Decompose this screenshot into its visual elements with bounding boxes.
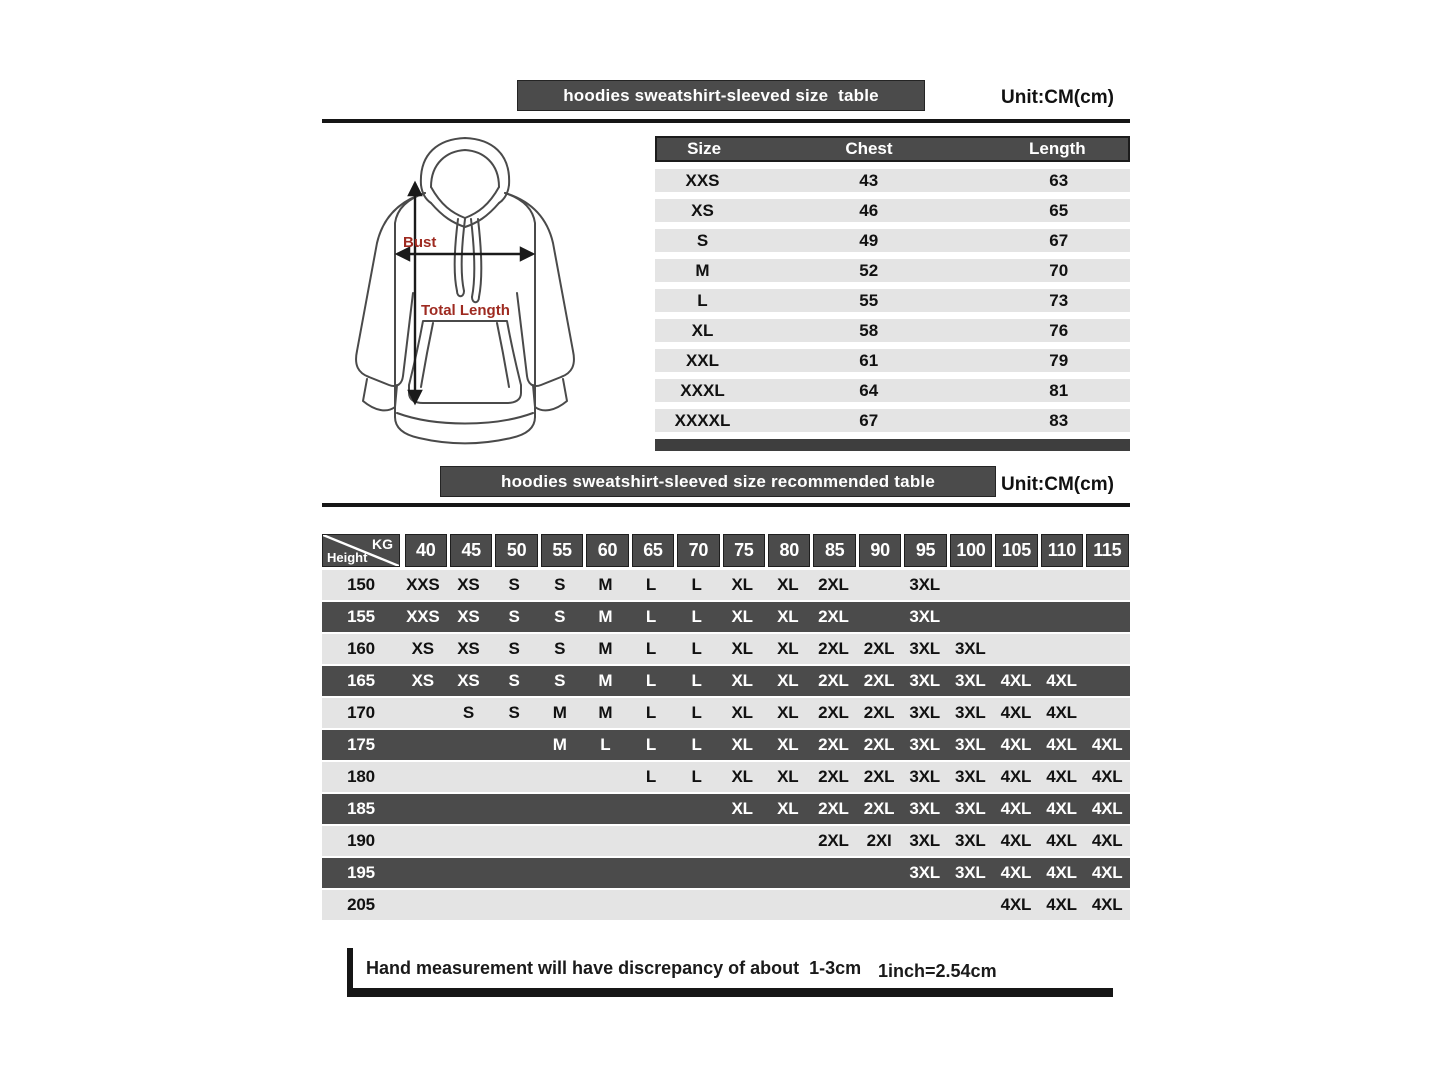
- weight-header: 55: [541, 534, 583, 567]
- matrix-cell: 3XL: [909, 575, 940, 594]
- matrix-cell: 4XL: [1046, 671, 1077, 690]
- matrix-cell: XS: [457, 639, 480, 658]
- matrix-cell: [583, 762, 629, 792]
- bust-label: Bust: [403, 234, 437, 251]
- length-cell: 73: [1049, 290, 1069, 310]
- height-label: 165: [347, 671, 375, 690]
- matrix-cell: [537, 762, 583, 792]
- footer-underline-rule: [347, 988, 1113, 997]
- length-cell: 63: [1049, 170, 1069, 190]
- matrix-cell: S: [554, 575, 566, 594]
- matrix-cell: XL: [731, 575, 753, 594]
- matrix-cell: 4XL: [1000, 671, 1032, 690]
- matrix-cell: [1039, 634, 1085, 664]
- matrix-cell: 2XL: [863, 671, 895, 690]
- matrix-cell: [993, 570, 1039, 600]
- matrix-cell: [674, 858, 720, 888]
- matrix-cell: L: [691, 735, 702, 754]
- matrix-cell: [948, 602, 994, 632]
- matrix-cell: [400, 730, 446, 760]
- matrix-cell: L: [645, 767, 657, 786]
- matrix-cell: XL: [731, 735, 753, 754]
- measurement-note: Hand measurement will have discrepancy of about 1-3cm: [366, 958, 862, 978]
- matrix-cell: L: [645, 639, 657, 658]
- size-cell: XS: [691, 200, 714, 220]
- height-label: 170: [347, 703, 375, 722]
- matrix-cell: 2XL: [818, 767, 849, 786]
- matrix-cell: [719, 890, 765, 920]
- hood-outline: [421, 138, 509, 227]
- matrix-cell: M: [552, 703, 567, 722]
- matrix-cell: L: [645, 607, 657, 626]
- matrix-cell: 3XL: [909, 767, 940, 786]
- matrix-cell: XL: [777, 735, 799, 754]
- matrix-cell: 4XL: [1091, 863, 1123, 882]
- matrix-cell: L: [645, 703, 657, 722]
- table-row: [655, 289, 1130, 312]
- matrix-cell: XL: [777, 671, 799, 690]
- divider-line: [322, 503, 1130, 507]
- chest-cell: 55: [859, 290, 879, 310]
- height-label: 150: [347, 575, 375, 594]
- matrix-cell: 3XL: [955, 799, 986, 818]
- matrix-cell: M: [598, 575, 613, 594]
- matrix-cell: XS: [411, 671, 434, 690]
- weight-header: 75: [723, 534, 765, 567]
- matrix-cell: S: [508, 575, 520, 594]
- matrix-cell: [856, 570, 902, 600]
- column-header-size: Size: [687, 139, 722, 158]
- matrix-cell: XL: [731, 799, 753, 818]
- matrix-cell: S: [508, 703, 520, 722]
- matrix-cell: [491, 890, 537, 920]
- matrix-cell: [1039, 602, 1085, 632]
- matrix-cell: 4XL: [1091, 767, 1123, 786]
- height-label: 175: [347, 735, 375, 754]
- matrix-row: [322, 888, 1130, 920]
- matrix-cell: XS: [457, 575, 480, 594]
- unit-label: Unit:CM(cm): [1001, 87, 1114, 108]
- matrix-cell: 4XL: [1000, 895, 1032, 914]
- chest-cell: 64: [859, 380, 879, 400]
- matrix-cell: 2XL: [863, 799, 895, 818]
- matrix-cell: 4XL: [1046, 863, 1077, 882]
- matrix-cell: [446, 826, 492, 856]
- matrix-cell: 3XL: [909, 703, 940, 722]
- matrix-cell: 3XL: [955, 671, 986, 690]
- matrix-cell: XS: [457, 607, 480, 626]
- size-table: [655, 136, 1130, 451]
- matrix-cell: [537, 890, 583, 920]
- matrix-cell: XL: [731, 607, 753, 626]
- matrix-cell: [446, 762, 492, 792]
- total-length-label: Total Length: [421, 302, 510, 319]
- length-cell: 79: [1049, 350, 1069, 370]
- matrix-cell: 4XL: [1091, 799, 1123, 818]
- height-label: 190: [347, 831, 375, 850]
- matrix-cell: [856, 890, 902, 920]
- matrix-header: [322, 534, 1130, 567]
- matrix-cell: [491, 794, 537, 824]
- size-table-bottom-bar: [655, 439, 1130, 451]
- matrix-row: [322, 760, 1130, 792]
- matrix-cell: 3XL: [955, 863, 986, 882]
- matrix-row: [322, 792, 1130, 824]
- length-cell: 81: [1049, 380, 1069, 400]
- matrix-cell: M: [552, 735, 567, 754]
- matrix-cell: [856, 602, 902, 632]
- matrix-cell: [446, 794, 492, 824]
- matrix-cell: [628, 794, 674, 824]
- matrix-cell: 2XL: [818, 607, 849, 626]
- matrix-cell: S: [462, 703, 474, 722]
- chest-cell: 58: [859, 320, 879, 340]
- matrix-cell: 3XL: [909, 639, 940, 658]
- matrix-cell: 3XL: [955, 703, 986, 722]
- matrix-cell: XXS: [406, 575, 440, 594]
- height-label: 180: [347, 767, 375, 786]
- matrix-cell: [1084, 698, 1130, 728]
- matrix-cell: [993, 602, 1039, 632]
- matrix-cell: 4XL: [1046, 703, 1077, 722]
- weight-header: 90: [859, 534, 901, 567]
- weight-header: 60: [586, 534, 628, 567]
- matrix-cell: 2XL: [863, 735, 895, 754]
- matrix-row: [322, 696, 1130, 728]
- pocket-outline: [409, 321, 521, 403]
- matrix-cell: [765, 890, 811, 920]
- matrix-cell: [628, 826, 674, 856]
- weight-header: 85: [813, 534, 855, 567]
- length-cell: 65: [1049, 200, 1069, 220]
- weight-header: 100: [950, 534, 992, 567]
- column-header-chest: Chest: [845, 139, 893, 158]
- matrix-cell: L: [645, 671, 657, 690]
- matrix-cell: M: [598, 671, 613, 690]
- weight-header: 40: [405, 534, 447, 567]
- matrix-cell: [856, 858, 902, 888]
- matrix-cell: XS: [457, 671, 480, 690]
- matrix-cell: [583, 890, 629, 920]
- matrix-cell: [1084, 570, 1130, 600]
- length-cell: 83: [1049, 410, 1069, 430]
- corner-cell: [322, 534, 400, 567]
- matrix-cell: XXS: [406, 607, 440, 626]
- matrix-cell: 4XL: [1000, 863, 1032, 882]
- matrix-cell: L: [645, 735, 657, 754]
- footer-tick-rule: [347, 948, 353, 993]
- weight-header: 80: [768, 534, 810, 567]
- matrix-cell: [628, 858, 674, 888]
- matrix-cell: L: [600, 735, 611, 754]
- matrix-cell: 4XL: [1046, 831, 1077, 850]
- hoodie-diagram: [325, 133, 605, 458]
- matrix-cell: 4XL: [1000, 767, 1032, 786]
- matrix-cell: [811, 858, 857, 888]
- weight-header: 110: [1041, 534, 1083, 567]
- matrix-cell: L: [691, 607, 702, 626]
- matrix-cell: 4XL: [1000, 735, 1032, 754]
- drawstrings: [455, 219, 481, 302]
- matrix-cell: 3XL: [955, 735, 986, 754]
- matrix-cell: 2XL: [863, 767, 895, 786]
- matrix-cell: 2XL: [818, 831, 849, 850]
- size-cell: XXXXL: [674, 410, 731, 430]
- length-cell: 70: [1049, 260, 1069, 280]
- matrix-cell: L: [691, 575, 702, 594]
- matrix-cell: XL: [777, 607, 799, 626]
- height-label: 185: [347, 799, 375, 818]
- matrix-cell: [583, 794, 629, 824]
- matrix-row: [322, 856, 1130, 888]
- matrix-row: [322, 568, 1130, 600]
- matrix-cell: L: [691, 767, 702, 786]
- matrix-cell: [811, 890, 857, 920]
- matrix-cell: L: [691, 639, 702, 658]
- matrix-cell: [446, 890, 492, 920]
- matrix-cell: 2XI: [866, 831, 892, 850]
- matrix-cell: [446, 730, 492, 760]
- height-label: 155: [347, 607, 375, 626]
- size-cell: XXXL: [680, 380, 725, 400]
- matrix-cell: [1084, 634, 1130, 664]
- matrix-cell: S: [508, 639, 520, 658]
- matrix-cell: 2XL: [818, 575, 849, 594]
- matrix-cell: 2XL: [863, 703, 895, 722]
- matrix-cell: 4XL: [1091, 895, 1123, 914]
- matrix-cell: [491, 762, 537, 792]
- matrix-cell: [537, 794, 583, 824]
- chest-cell: 49: [859, 230, 879, 250]
- matrix-cell: [537, 858, 583, 888]
- matrix-cell: 2XL: [818, 735, 849, 754]
- matrix-cell: M: [598, 703, 613, 722]
- column-header-length: Length: [1029, 139, 1086, 158]
- table-row: [655, 379, 1130, 402]
- corner-height-label: Height: [327, 550, 368, 565]
- matrix-cell: [491, 858, 537, 888]
- table-row: [655, 409, 1130, 432]
- matrix-cell: [765, 826, 811, 856]
- chest-cell: 43: [859, 170, 879, 190]
- weight-header: 50: [495, 534, 537, 567]
- matrix-cell: [400, 698, 446, 728]
- weight-header: 95: [904, 534, 946, 567]
- matrix-cell: [674, 794, 720, 824]
- matrix-cell: 3XL: [909, 831, 940, 850]
- size-table-header: [655, 136, 1130, 162]
- matrix-cell: [948, 890, 994, 920]
- matrix-cell: [674, 890, 720, 920]
- matrix-cell: XL: [777, 575, 799, 594]
- matrix-cell: 4XL: [1091, 831, 1123, 850]
- size-cell: M: [695, 260, 710, 280]
- matrix-cell: 4XL: [1091, 735, 1123, 754]
- matrix-cell: S: [554, 639, 566, 658]
- table-row: [655, 349, 1130, 372]
- matrix-cell: 2XL: [863, 639, 895, 658]
- matrix-row: [322, 728, 1130, 760]
- divider-line: [322, 119, 1130, 123]
- matrix-cell: L: [645, 575, 657, 594]
- matrix-cell: [1084, 602, 1130, 632]
- chest-cell: 61: [859, 350, 879, 370]
- matrix-row: [322, 664, 1130, 696]
- matrix-cell: 2XL: [818, 671, 849, 690]
- matrix-cell: [1039, 570, 1085, 600]
- matrix-cell: 4XL: [1000, 831, 1032, 850]
- height-label: 195: [347, 863, 375, 882]
- matrix-cell: XL: [777, 703, 799, 722]
- matrix-cell: [993, 634, 1039, 664]
- matrix-cell: XL: [777, 767, 799, 786]
- matrix-cell: [948, 570, 994, 600]
- matrix-cell: [1084, 666, 1130, 696]
- matrix-cell: [583, 858, 629, 888]
- matrix-cell: 4XL: [1046, 895, 1077, 914]
- matrix-cell: S: [554, 607, 566, 626]
- size-cell: XXL: [685, 350, 720, 370]
- matrix-cell: XL: [777, 799, 799, 818]
- matrix-cell: XL: [731, 671, 753, 690]
- weight-header: 115: [1086, 534, 1128, 567]
- matrix-cell: [491, 730, 537, 760]
- matrix-cell: 2XL: [818, 799, 849, 818]
- matrix-cell: XL: [731, 639, 753, 658]
- matrix-cell: 3XL: [955, 639, 986, 658]
- matrix-cell: L: [691, 703, 702, 722]
- recommended-size-matrix: [322, 534, 1130, 920]
- table-row: [655, 319, 1130, 342]
- matrix-row: [322, 632, 1130, 664]
- matrix-row: [322, 600, 1130, 632]
- chest-cell: 52: [859, 260, 879, 280]
- table-row: [655, 199, 1130, 222]
- matrix-cell: S: [554, 671, 566, 690]
- weight-header: 105: [995, 534, 1037, 567]
- matrix-cell: [628, 890, 674, 920]
- matrix-cell: 3XL: [909, 607, 940, 626]
- matrix-cell: 4XL: [1046, 799, 1077, 818]
- matrix-row: [322, 824, 1130, 856]
- matrix-cell: XL: [731, 767, 753, 786]
- matrix-cell: 4XL: [1046, 767, 1077, 786]
- size-cell: XL: [691, 320, 714, 340]
- matrix-cell: [674, 826, 720, 856]
- matrix-cell: [400, 826, 446, 856]
- matrix-cell: M: [598, 639, 613, 658]
- matrix-cell: L: [691, 671, 702, 690]
- chest-cell: 67: [859, 410, 879, 430]
- matrix-cell: 2XL: [818, 639, 849, 658]
- matrix-cell: 3XL: [909, 671, 940, 690]
- matrix-cell: [400, 858, 446, 888]
- matrix-cell: [446, 858, 492, 888]
- matrix-cell: 3XL: [955, 767, 986, 786]
- inch-conversion-note: 1inch=2.54cm: [878, 961, 997, 981]
- matrix-cell: S: [508, 671, 520, 690]
- matrix-cell: [583, 826, 629, 856]
- matrix-cell: [902, 890, 948, 920]
- matrix-cell: [765, 858, 811, 888]
- matrix-cell: [537, 826, 583, 856]
- matrix-cell: [719, 826, 765, 856]
- corner-kg-label: KG: [372, 536, 393, 552]
- matrix-cell: S: [508, 607, 520, 626]
- length-cell: 67: [1049, 230, 1069, 250]
- matrix-cell: 4XL: [1046, 735, 1077, 754]
- matrix-cell: [719, 858, 765, 888]
- recommended-table-title: hoodies sweatshirt-sleeved size recommended table: [440, 466, 996, 497]
- weight-header: 65: [632, 534, 674, 567]
- matrix-cell: 2XL: [818, 703, 849, 722]
- height-label: 205: [347, 895, 375, 914]
- length-cell: 76: [1049, 320, 1069, 340]
- matrix-cell: 4XL: [1000, 799, 1032, 818]
- chest-cell: 46: [859, 200, 879, 220]
- matrix-cell: [491, 826, 537, 856]
- matrix-cell: 3XL: [909, 799, 940, 818]
- matrix-cell: 3XL: [909, 863, 940, 882]
- matrix-cell: 3XL: [955, 831, 986, 850]
- weight-header: 45: [450, 534, 492, 567]
- size-table-title: hoodies sweatshirt-sleeved size table: [517, 80, 925, 111]
- table-row: [655, 169, 1130, 192]
- table-row: [655, 229, 1130, 252]
- matrix-cell: 3XL: [909, 735, 940, 754]
- matrix-cell: [400, 794, 446, 824]
- size-cell: XXS: [685, 170, 720, 190]
- size-cell: S: [696, 230, 709, 250]
- matrix-cell: XL: [777, 639, 799, 658]
- matrix-cell: [400, 762, 446, 792]
- matrix-cell: M: [598, 607, 613, 626]
- matrix-cell: XL: [731, 703, 753, 722]
- size-cell: L: [697, 290, 708, 310]
- unit-label: Unit:CM(cm): [1001, 474, 1114, 495]
- table-row: [655, 259, 1130, 282]
- height-label: 160: [347, 639, 375, 658]
- matrix-cell: 4XL: [1000, 703, 1032, 722]
- matrix-cell: XS: [411, 639, 434, 658]
- weight-header: 70: [677, 534, 719, 567]
- matrix-cell: [400, 890, 446, 920]
